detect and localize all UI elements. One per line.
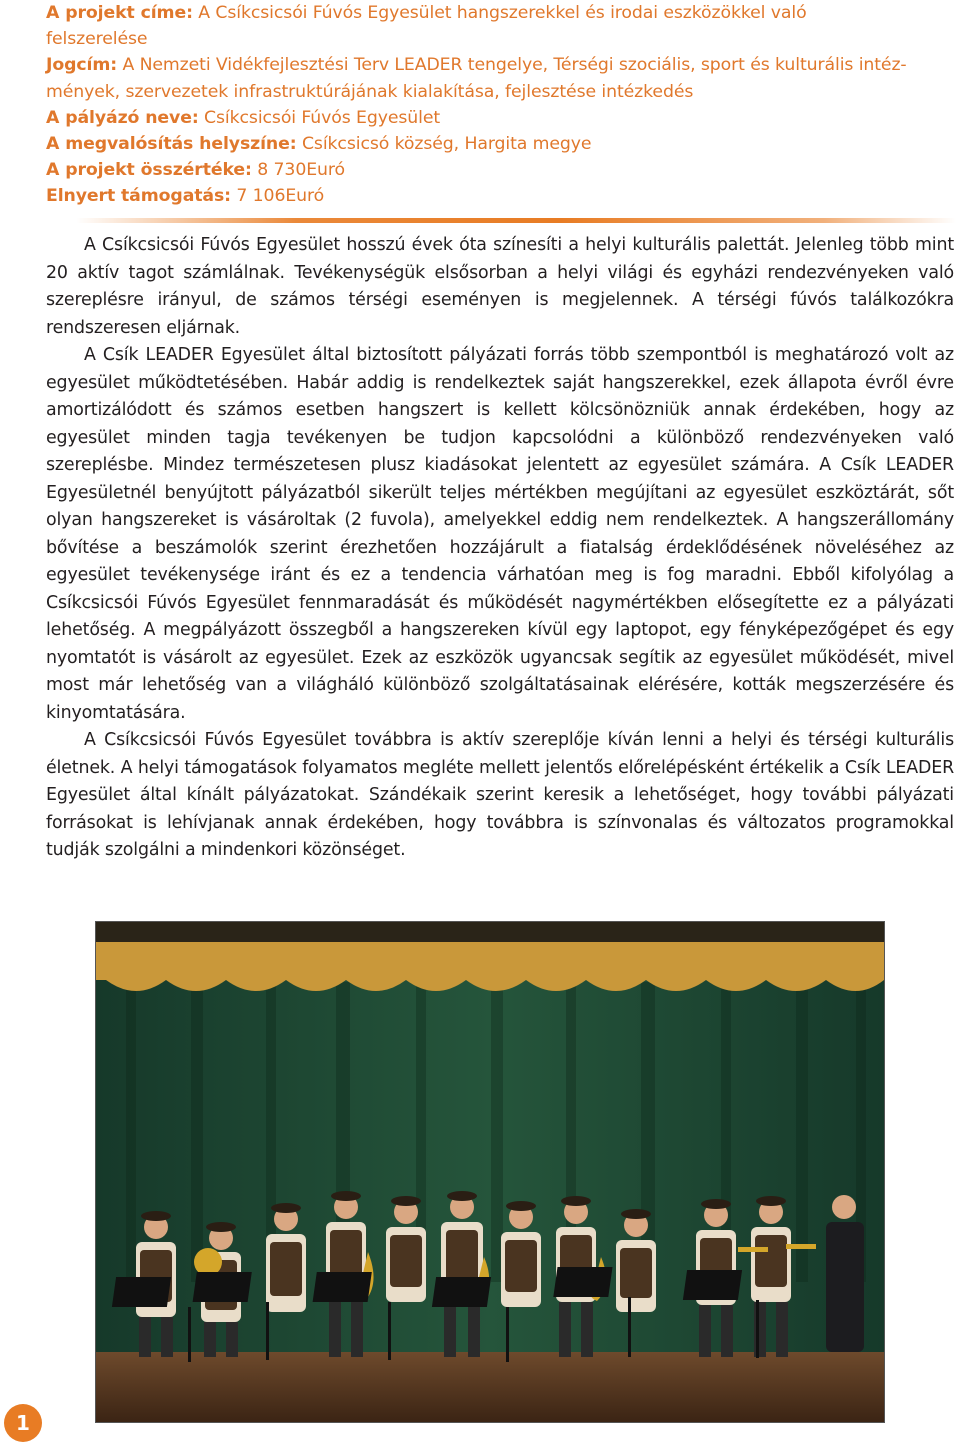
project-title-value: A Csíkcsicsói Fúvós Egyesület hangszerekkel és irodai eszközökkel való: [192, 3, 807, 23]
applicant-value: Csíkcsicsói Fúvós Egyesület: [198, 107, 441, 128]
jogcim-value: A Nemzeti Vidékfejlesztési Terv LEADER tengelye, Térségi szociális, sport és kulturális intéz-: [117, 55, 907, 76]
total-value-label: A projekt összértéke:: [46, 160, 252, 181]
article-body: [46, 232, 954, 865]
project-title-value-2: felszerelése: [46, 29, 148, 50]
total-value-line: [46, 157, 946, 183]
conductor: [826, 1222, 864, 1352]
stage-floor: [96, 1352, 884, 1422]
paragraph-1: A Csíkcsicsói Fúvós Egyesület hosszú évek óta színesíti a helyi kulturális palettát. Jelenleg több mint 20 aktív tagot számlálnak. Tevékenységük elsősorban a helyi világi és egyházi rendezvényeken való szereplésre irányul, de számos térségi eseményen is megjelennek. A térségi fúvós találkozókra rendszeresen eljárnak.: [46, 235, 954, 338]
project-title-label: A projekt címe:: [46, 3, 193, 23]
applicant-label: A pályázó neve:: [46, 107, 199, 128]
jogcim-line-2: [46, 79, 946, 105]
project-title-line: [46, 0, 946, 26]
project-title-line-2: [46, 26, 946, 52]
band-photo: [96, 922, 884, 1422]
stage-ceiling: [96, 922, 884, 942]
section-divider: [76, 218, 956, 223]
jogcim-line: [46, 52, 946, 78]
paragraph-2: A Csík LEADER Egyesület által biztosított pályázati forrás több szempontból is meghatározó volt az egyesület működtetésében. Habár addig is rendelkeztek saját hangszerekkel, ezek állapota évről évre amortizálódott és számos esetben hangszert is kellett kölcsönözniük annak érdekében, hogy az egyesület minden tagja tevékenyen be tudjon kapcsolódni a különböző rendezvényeken való szereplésbe. Mindez természetesen plusz kiadásokat jelentett az egyesület számára. A Csík LEADER Egyesületnél benyújtott pályázatból sikerült teljes mértékben megújítani az egyesület eszköztárát, sőt olyan hangszereket is vásároltak (2 fuvola), amelyekkel eddig nem rendelkeztek. A hangszerállomány bővítése a beszámolók szerint érezhetően hozzájárult a fiatalság érdeklődésének növeléséhez az egyesület tevékenysége iránt és ez a tendencia várhatóan meg is fog maradni. Ebből kifolyólag a Csíkcsicsói Fúvós Egyesület fennmaradását és működését nagymértékben elősegítette ez a pályázati lehetőség. A megpályázott összegből a hangszereken kívül egy laptopot, egy fényképezőgépet és egy nyomtatót is vásárolt az egyesület. Ezek az eszközök ugyancsak segítik az egyesület működését, mivel most már lehetőség van a világháló különböző szolgáltatásainak elérésére, kották megszerzésére és kinyomtatására.: [46, 345, 954, 723]
location-label: A megvalósítás helyszíne:: [46, 134, 297, 155]
location-value: Csíkcsicsó község, Hargita megye: [296, 134, 592, 155]
total-value-amount: 8 730Euró: [251, 160, 345, 181]
applicant-line: [46, 105, 946, 131]
page-number-badge: 1: [4, 1404, 42, 1442]
grant-label: Elnyert támogatás:: [46, 186, 231, 207]
grant-amount: 7 106Euró: [230, 186, 325, 207]
paragraph-3: A Csíkcsicsói Fúvós Egyesület továbbra is aktív szereplője kíván lenni a helyi és térségi kulturális életnek. A helyi támogatások folyamatos megléte mellett jelentős előrelépésként értékelik a Csík LEADER Egyesület által kínált pályázatokat. Szándékaik szerint keresik a lehetőséget, hogy további pályázati forrásokat is lehívjanak annak érdekében, hogy továbbra is színvonalas és változatos programokkal tudják szolgálni a mindenkori közönséget.: [46, 730, 954, 860]
band-photo-illustration: [96, 922, 884, 1422]
project-info: [46, 0, 946, 210]
jogcim-label: Jogcím:: [46, 55, 118, 76]
location-line: [46, 131, 946, 157]
grant-line: [46, 183, 946, 209]
jogcim-value-2: mények, szervezetek infrastruktúrájának kialakítása, fejlesztése intézkedés: [46, 81, 694, 102]
